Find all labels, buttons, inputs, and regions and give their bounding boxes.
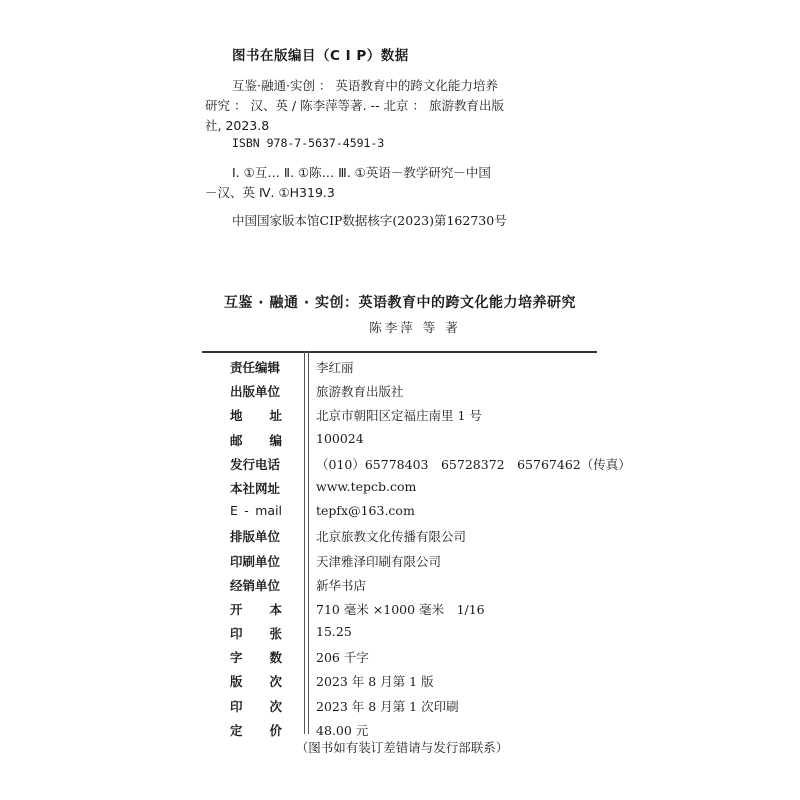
row-label-char: E bbox=[230, 503, 238, 519]
table-row bbox=[202, 645, 597, 669]
table-row bbox=[202, 379, 597, 403]
row-label: 责任编辑 bbox=[230, 360, 281, 375]
row-label-char: 地 bbox=[230, 408, 243, 424]
row-label-char: 张 bbox=[269, 626, 282, 642]
cip-line: 互鉴·融通·实创 ： 英语教育中的跨文化能力培养 bbox=[232, 78, 498, 93]
table-row bbox=[202, 524, 597, 548]
table-row bbox=[202, 573, 597, 597]
row-label bbox=[230, 406, 282, 424]
row-label: 印刷单位 bbox=[230, 553, 281, 569]
book-author: 陈李萍 等 著 bbox=[369, 320, 461, 335]
row-label: 本社网址 bbox=[230, 480, 281, 496]
row-label-char: 字 bbox=[230, 650, 243, 666]
cip-line: －汉、英 Ⅳ. ①H319.3 bbox=[205, 185, 335, 200]
cip-line: 社, 2023.8 bbox=[205, 118, 270, 133]
copyright-table bbox=[202, 355, 631, 742]
row-value: 2023 年 8 月第 1 版 bbox=[316, 674, 434, 690]
binding-note: （图书如有装订差错请与发行部联系） bbox=[295, 740, 509, 755]
cip-line: Ⅰ. ①互… Ⅱ. ①陈… Ⅲ. ①英语－教学研究－中国 bbox=[232, 165, 491, 180]
row-label-char: 次 bbox=[269, 674, 282, 690]
table-top-rule bbox=[202, 351, 597, 353]
cip-record-number: 中国国家版本馆CIP数据核字(2023)第162730号 bbox=[232, 213, 507, 228]
row-value: 旅游教育出版社 bbox=[316, 384, 404, 400]
row-label-char: 次 bbox=[269, 698, 282, 714]
row-value: 2023 年 8 月第 1 次印刷 bbox=[316, 698, 459, 714]
row-label-char: 数 bbox=[269, 650, 282, 666]
row-label: 排版单位 bbox=[230, 529, 281, 545]
row-value: 北京市朝阳区定福庄南里 1 号 bbox=[316, 408, 482, 424]
row-label-char: 邮 bbox=[230, 432, 243, 448]
row-label bbox=[230, 600, 282, 618]
table-row bbox=[202, 549, 597, 573]
table-row bbox=[202, 669, 597, 693]
cip-isbn: ISBN 978-7-5637-4591-3 bbox=[232, 136, 385, 150]
row-label-char: 址 bbox=[269, 408, 282, 424]
row-label-char: 开 bbox=[230, 601, 243, 617]
row-value: 710 毫米 ×1000 毫米 1/16 bbox=[316, 601, 485, 617]
row-value: 李红丽 bbox=[316, 360, 354, 375]
book-title: 互鉴 · 融通 · 实创：英语教育中的跨文化能力培养研究 bbox=[223, 295, 577, 311]
row-label bbox=[230, 503, 282, 518]
table-row bbox=[202, 694, 597, 718]
row-label bbox=[230, 648, 282, 666]
row-value: www.tepcb.com bbox=[316, 478, 417, 494]
table-row bbox=[202, 428, 597, 452]
table-row bbox=[202, 500, 597, 524]
row-label: 经销单位 bbox=[230, 577, 281, 593]
row-label-char: mail bbox=[255, 503, 282, 519]
table-row bbox=[202, 621, 597, 645]
row-value: 48.00 元 bbox=[316, 722, 369, 738]
row-label-char: 编 bbox=[269, 432, 282, 448]
row-value: 206 千字 bbox=[316, 650, 369, 666]
row-value: tepfx@163.com bbox=[316, 503, 415, 519]
row-value: 新华书店 bbox=[316, 577, 367, 593]
row-label-char: 价 bbox=[269, 722, 282, 738]
table-row bbox=[202, 597, 597, 621]
row-value: 天津雅泽印刷有限公司 bbox=[316, 553, 442, 569]
cip-title: 图书在版编目（C I P）数据 bbox=[232, 48, 409, 64]
row-label bbox=[230, 624, 282, 642]
row-label: 出版单位 bbox=[230, 384, 281, 400]
row-label-char: 本 bbox=[269, 601, 282, 617]
row-label-char: 印 bbox=[230, 698, 243, 714]
row-label: 发行电话 bbox=[230, 456, 281, 472]
row-label-char: - bbox=[244, 503, 249, 519]
table-row bbox=[202, 355, 597, 379]
row-value: 北京旅教文化传播有限公司 bbox=[316, 529, 467, 545]
row-label bbox=[230, 672, 282, 690]
table-row bbox=[202, 452, 631, 476]
row-label bbox=[230, 431, 282, 449]
row-value: 100024 bbox=[316, 430, 364, 446]
row-label-char: 版 bbox=[230, 674, 243, 690]
row-label bbox=[230, 697, 282, 715]
cip-line: 研究 ： 汉、英 / 陈李萍等著. -- 北京 ： 旅游教育出版 bbox=[205, 98, 504, 113]
table-row bbox=[202, 403, 597, 427]
table-row bbox=[202, 476, 597, 500]
row-value: 15.25 bbox=[316, 624, 352, 640]
row-label-char: 印 bbox=[230, 626, 243, 642]
row-label bbox=[230, 721, 282, 739]
row-value: （010）65778403 65728372 65767462（传真） bbox=[316, 456, 631, 472]
row-label-char: 定 bbox=[230, 722, 243, 738]
